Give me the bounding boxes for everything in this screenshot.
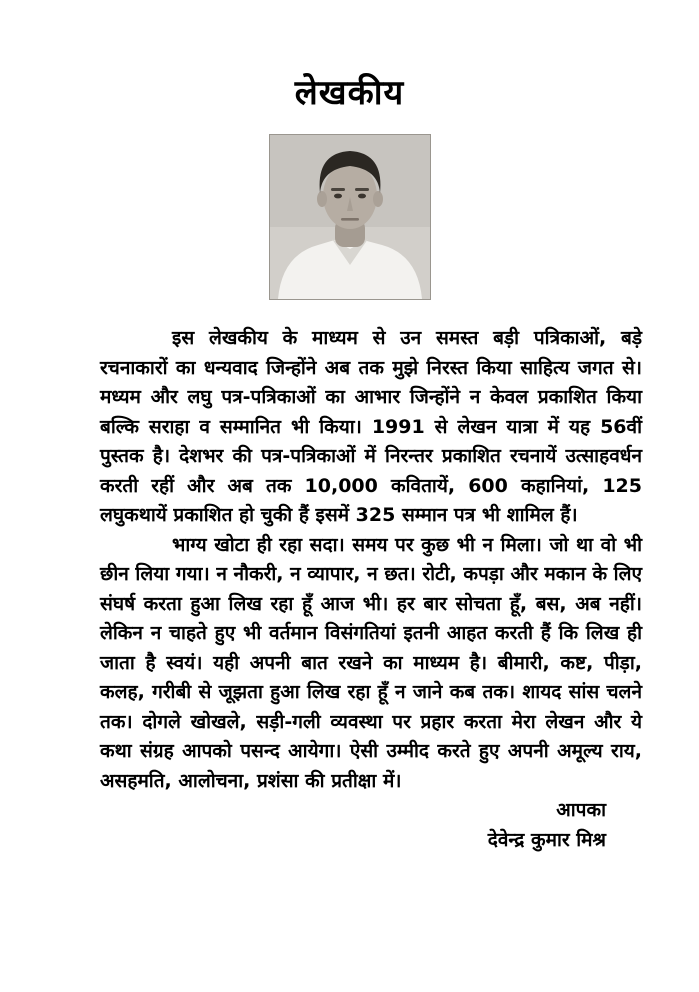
body-text — [0, 324, 699, 855]
paragraph-2: भाग्य खोटा ही रहा सदा। समय पर कुछ भी न मिला। जो था वो भी छीन लिया गया। न नौकरी, न व्यापार, न छत। रोटी, कपड़ा और मकान के लिए संघर्ष करता हुआ लिख रहा हूँ आज भी। हर बार सोचता हूँ, बस, अब नहीं। लेकिन न चाहते हुए भी वर्तमान विसंगतियां इतनी आहत करती हैं कि लिख ही जाता है स्वयं। यही अपनी बात रखने का माध्यम है। बीमारी, कष्ट, पीड़ा, कलह, गरीबी से जूझता हुआ लिख रहा हूँ न जाने कब तक। शायद सांस चलने तक। दोगले खोखले, सड़ी-गली व्यवस्था पर प्रहार करता मेरा लेखन और ये कथा संग्रह आपको पसन्द आयेगा। ऐसी उम्मीद करते हुए अपनी अमूल्य राय, असहमति, आलोचना, प्रशंसा की प्रतीक्षा में। — [100, 533, 642, 792]
signoff-text: आपका — [556, 799, 606, 821]
author-name: देवेन्द्र कुमार मिश्र — [487, 828, 606, 851]
page-title: लेखकीय — [294, 73, 405, 113]
author-photo — [269, 134, 431, 300]
author-portrait-illustration — [270, 135, 430, 299]
paragraph-1: इस लेखकीय के माध्यम से उन समस्त बड़ी पत्रिकाओं, बड़े रचनाकारों का धन्यवाद जिन्होंने अब तक मुझे निरस्त किया साहित्य जगत से। मध्यम और लघु पत्र-पत्रिकाओं का आभार जिन्होंने न केवल प्रकाशित किया बल्कि सराहा व सम्मानित भी किया। 1991 से लेखन यात्रा में यह 56वीं पुस्तक है। देशभर की पत्र-पत्रिकाओं में निरन्तर प्रकाशित रचनायें उत्साहवर्धन करती रहीं और अब तक 10,000 कवितायें, 600 कहानियां, 125 लघुकथायें प्रकाशित हो चुकी हैं इसमें 325 सम्मान पत्र भी शामिल हैं। — [100, 327, 642, 526]
